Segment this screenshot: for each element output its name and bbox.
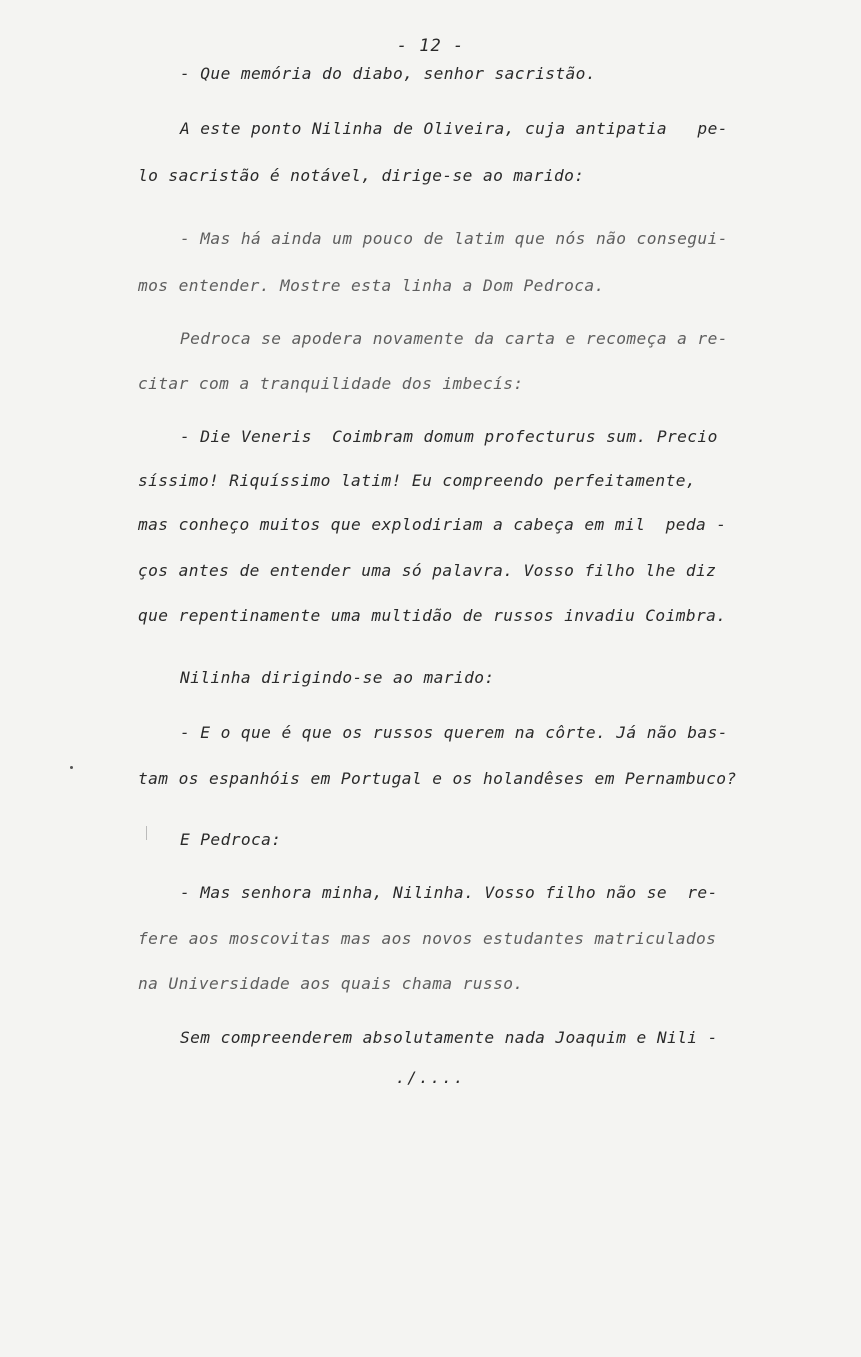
text-line: síssimo! Riquíssimo latim! Eu compreendo perfeitamente, <box>138 471 697 490</box>
text-line: - E o que é que os russos querem na côrte. Já não bas- <box>180 723 728 742</box>
text-line: citar com a tranquilidade dos imbecís: <box>138 374 524 393</box>
text-line: - Que memória do diabo, senhor sacristão. <box>180 64 596 83</box>
text-line: - Die Veneris Coimbram domum profecturus sum. Precio <box>180 427 718 446</box>
text-line: Sem compreenderem absolutamente nada Joaquim e Nili - <box>180 1028 718 1047</box>
text-line: lo sacristão é notável, dirige-se ao marido: <box>138 166 585 185</box>
page-number: - 12 - <box>396 36 465 56</box>
text-line: fere aos moscovitas mas aos novos estudantes matriculados <box>138 929 717 948</box>
text-line: na Universidade aos quais chama russo. <box>138 974 524 993</box>
text-line: E Pedroca: <box>180 830 282 849</box>
text-line: mos entender. Mostre esta linha a Dom Pedroca. <box>138 276 605 295</box>
paper-speck <box>70 766 73 769</box>
text-line: - Mas senhora minha, Nilinha. Vosso filho não se re- <box>180 883 718 902</box>
text-line: A este ponto Nilinha de Oliveira, cuja antipatia pe- <box>180 119 728 138</box>
text-line: que repentinamente uma multidão de russos invadiu Coimbra. <box>138 606 727 625</box>
text-line: Pedroca se apodera novamente da carta e recomeça a re- <box>180 329 728 348</box>
text-line: ços antes de entender uma só palavra. Vosso filho lhe diz <box>138 561 717 580</box>
continuation-mark: ./.... <box>395 1068 466 1087</box>
paper-mark <box>146 826 147 840</box>
text-line: Nilinha dirigindo-se ao marido: <box>180 668 495 687</box>
text-line: tam os espanhóis em Portugal e os holandêses em Pernambuco? <box>138 769 737 788</box>
text-line: - Mas há ainda um pouco de latim que nós não consegui- <box>180 229 728 248</box>
text-line: mas conheço muitos que explodiriam a cabeça em mil peda - <box>138 515 727 534</box>
